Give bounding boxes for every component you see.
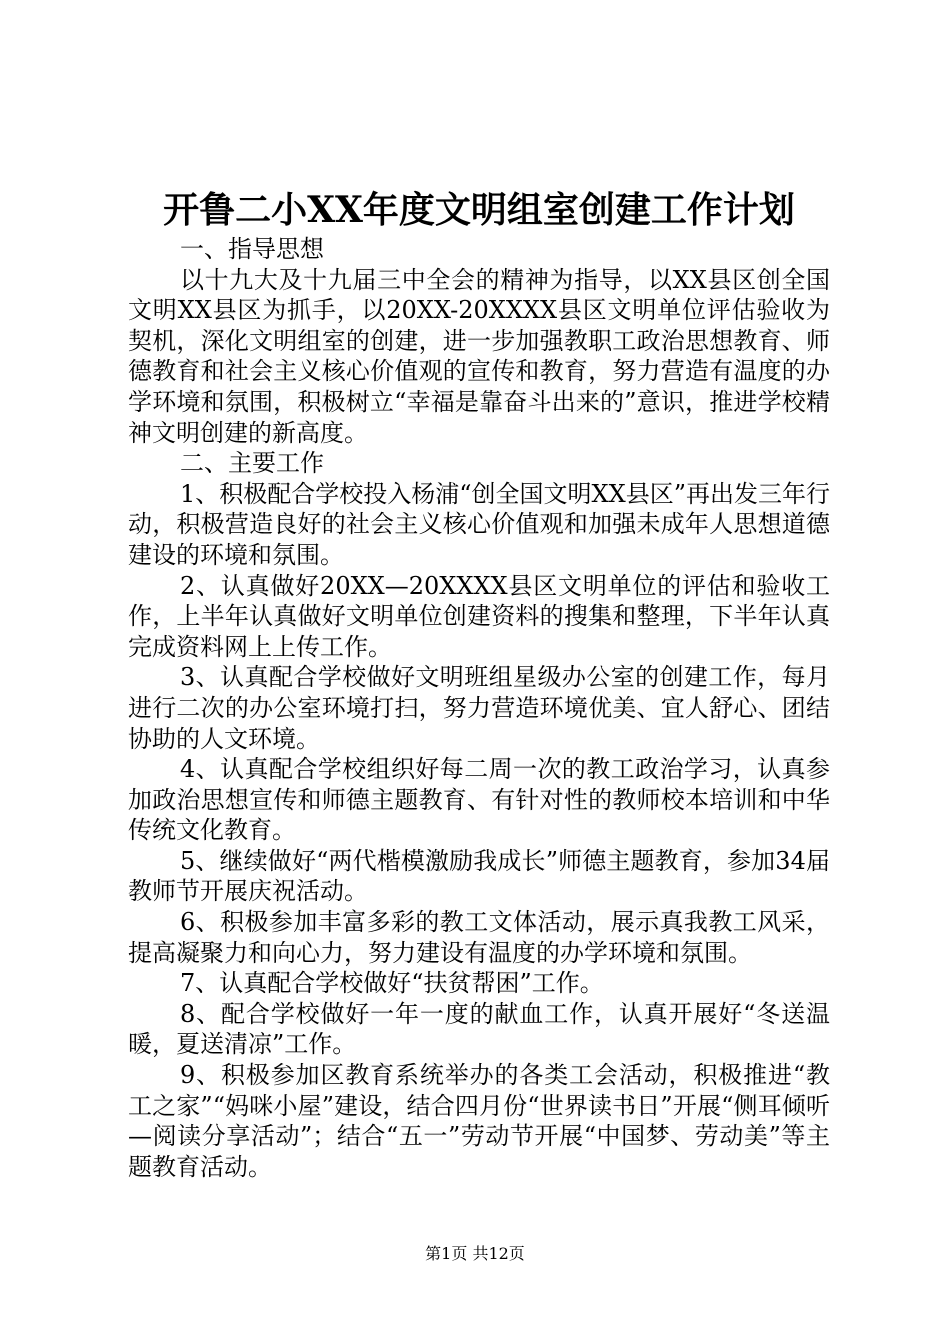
work-item-9: 9、积极参加区教育系统举办的各类工会活动，积极推进“教工之家”“妈咪小屋”建设，结合四月份“世界读书日”开展“侧耳倾听—阅读分享活动”；结合“五一”劳动节开展“中国梦、劳动美”等主题教育活动。: [128, 1061, 830, 1181]
work-item-8: 8、配合学校做好一年一度的献血工作，认真开展好“冬送温暖，夏送清凉”工作。: [128, 999, 830, 1059]
work-item-6: 6、积极参加丰富多彩的教工文体活动，展示真我教工风采，提高凝聚力和向心力，努力建设有温度的办学环境和氛围。: [128, 908, 830, 967]
work-item-5: 5、继续做好“两代楷模激励我成长”师德主题教育，参加34届教师节开展庆祝活动。: [128, 846, 830, 906]
page-number-footer: 第1页 共12页: [425, 1244, 525, 1263]
section-heading-main-work: 二、主要工作: [180, 449, 324, 478]
section-heading-guiding-ideology: 一、指导思想: [180, 235, 324, 263]
work-item-4: 4、认真配合学校组织好每二周一次的教工政治学习，认真参加政治思想宣传和师德主题教育、有针对性的教师校本培训和中华传统文化教育。: [128, 755, 830, 845]
document-title: 开鲁二小XX年度文明组室创建工作计划: [163, 189, 795, 231]
document-page: [128, 0, 830, 1344]
work-item-1: 1、积极配合学校投入杨浦“创全国文明XX县区”再出发三年行动，积极营造良好的社会主义核心价值观和加强未成年人思想道德建设的环境和氛围。: [128, 479, 830, 569]
work-item-2: 2、认真做好20XX—20XXXX县区文明单位的评估和验收工作，上半年认真做好文明单位创建资料的搜集和整理，下半年认真完成资料网上上传工作。: [128, 571, 830, 661]
work-item-7: 7、认真配合学校做好“扶贫帮困”工作。: [180, 969, 604, 998]
document-body: [128, 234, 830, 1182]
paragraph-guiding-ideology: 以十九大及十九届三中全会的精神为指导，以XX县区创全国文明XX县区为抓手，以20XX-20XXXX县区文明单位评估验收为契机，深化文明组室的创建，进一步加强教职工政治思想教育、师德教育和社会主义核心价值观的宣传和教育，努力营造有温度的办学环境和氛围，积极树立“幸福是靠奋斗出来的”意识，推进学校精神文明创建的新高度。: [128, 265, 830, 447]
work-item-3: 3、认真配合学校做好文明班组星级办公室的创建工作，每月进行二次的办公室环境打扫，努力营造环境优美、宜人舒心、团结协助的人文环境。: [128, 663, 830, 753]
